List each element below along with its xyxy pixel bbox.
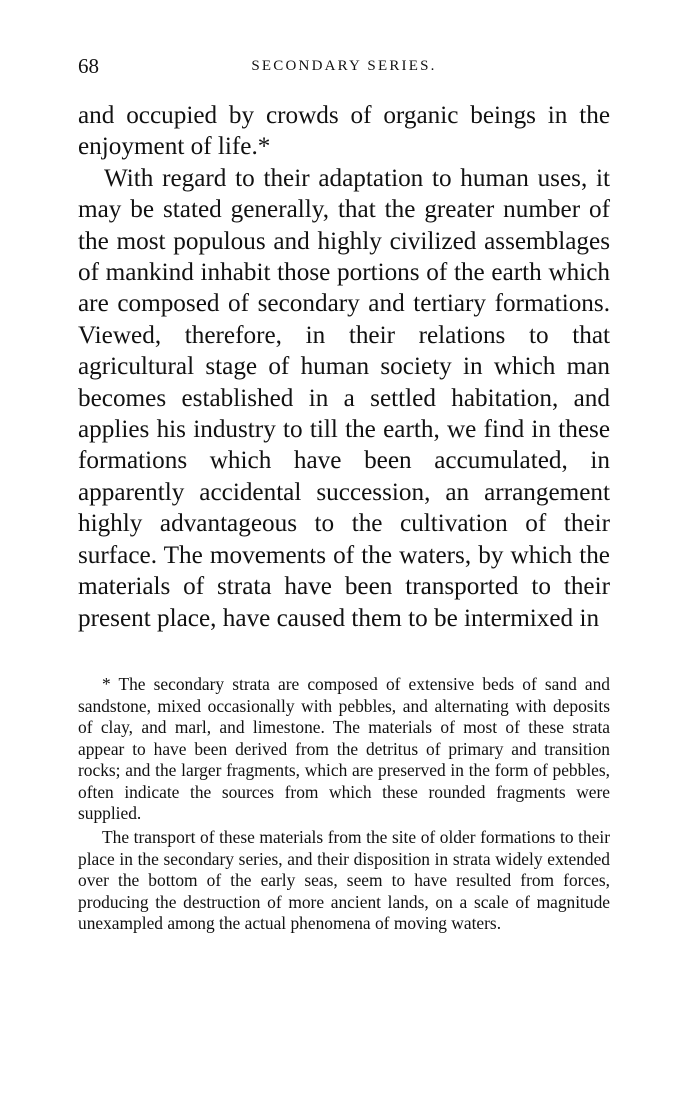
paragraph-adaptation: With regard to their adaptation to human uses, it may be stated generally, that the greater number of the most populous and highly civilized assemblages of mankind inhabit those portions of the earth which are composed of secondary and tertiary formations. Viewed, therefore, in their relations to that agricultural stage of human society in which man becomes established in a settled habitation, and applies his industry to till the earth, we find in these formations which have been accumulated, in apparently accidental succession, an arrangement highly advantageous to the cultivation of their surface. The movements of the waters, by which the materials of strata have been transported to their present place, have caused them to be intermixed in [78,164,610,632]
footnote-secondary-strata: * The secondary strata are composed of extensive beds of sand and sandstone, mixed occasionally with pebbles, and alternating with deposits of clay, and marl, and limestone. The materials of most of these strata appear to have been derived from the detritus of primary and transition rocks; and the larger fragments, which are preserved in the form of pebbles, often indicate the sources from which these rounded fragments were supplied. [78,673,610,824]
running-title: SECONDARY SERIES. [251,58,437,74]
footnotes [78,674,610,935]
page-number: 68 [78,54,99,78]
page-header [78,48,610,88]
footnote-transport: The transport of these materials from the site of older formations to their place in the secondary series, and their disposition in strata widely extended over the bottom of the early seas, seem to have resulted from forces, producing the destruction of more ancient lands, on a scale of magnitude unexampled among the actual phenomena of moving waters. [78,827,610,934]
main-text [78,100,610,634]
book-page [78,48,610,935]
paragraph-continued: and occupied by crowds of organic beings in the enjoyment of life.* [78,102,610,161]
